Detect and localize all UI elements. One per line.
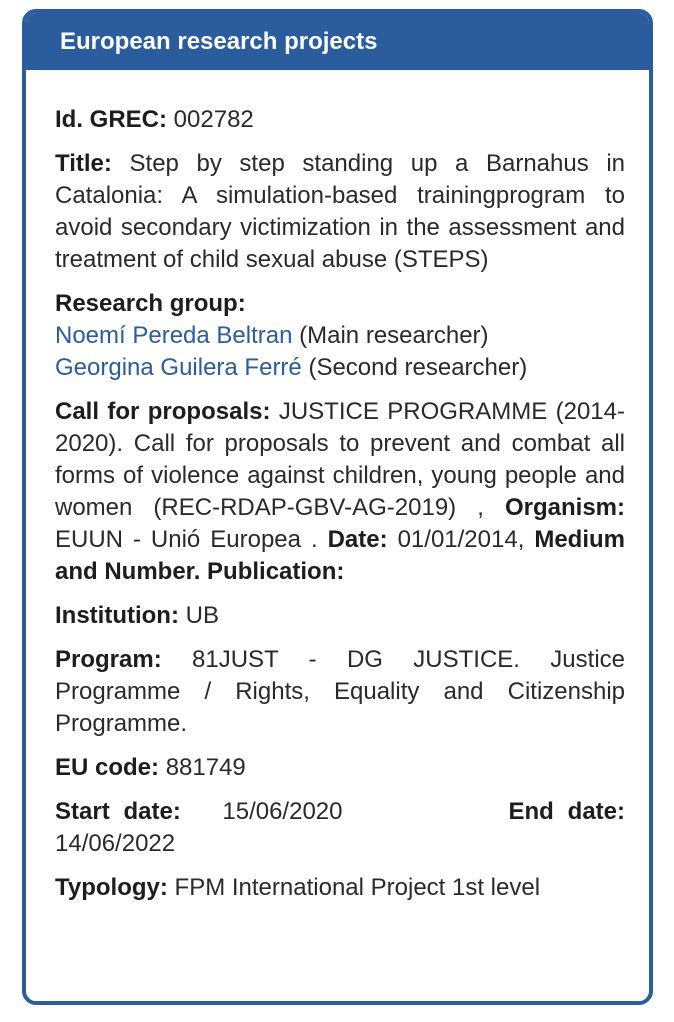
research-group-member	[55, 320, 625, 352]
typology-field	[55, 872, 625, 904]
start-date-value: 15/06/2020	[222, 798, 343, 825]
start-date-label: Start date:	[55, 798, 181, 825]
id-grec-value: 002782	[173, 106, 254, 133]
eu-code-field	[55, 752, 625, 784]
organism-label: Organism:	[504, 494, 626, 521]
eu-code-value: 881749	[165, 754, 246, 781]
organism-value: EUUN - Unió Europea .	[55, 526, 318, 553]
researcher-role: (Main researcher)	[299, 322, 489, 349]
id-grec-field	[55, 104, 625, 136]
researcher-link-main[interactable]: Noemí Pereda Beltran	[55, 322, 293, 349]
research-group-label: Research group:	[55, 290, 246, 317]
call-value: JUSTICE PROGRAMME (2014-2020). Call for proposals to prevent and combat all forms of violence against children, young people and women (REC-RDAP-GBV-AG-2019) ,	[55, 398, 625, 521]
researcher-role: (Second researcher)	[308, 354, 528, 381]
call-label: Call for proposals:	[55, 398, 271, 425]
typology-label: Typology:	[55, 874, 168, 901]
card-header	[26, 13, 649, 70]
end-date-value: 14/06/2022	[55, 830, 176, 857]
typology-value: FPM International Project 1st level	[174, 874, 541, 901]
program-label: Program:	[55, 646, 162, 673]
title-field	[55, 148, 625, 276]
research-group-member	[55, 352, 625, 384]
eu-code-label: EU code:	[55, 754, 160, 781]
title-value: Step by step standing up a Barnahus in Catalonia: A simulation-based trainingprogram to avoid secondary victimization in the assessment and treatment of child sexual abuse (STEPS)	[55, 150, 625, 273]
id-grec-label: Id. GREC:	[55, 106, 167, 133]
title-label: Title:	[55, 150, 112, 177]
call-field	[55, 396, 625, 588]
project-card	[22, 9, 653, 1005]
institution-value: UB	[185, 602, 219, 629]
researcher-link-second[interactable]: Georgina Guilera Ferré	[55, 354, 302, 381]
institution-label: Institution:	[55, 602, 179, 629]
dates-field	[55, 796, 625, 860]
card-title: European research projects	[60, 27, 378, 55]
program-field	[55, 644, 625, 740]
medium-label: Medium and Number. Publication:	[55, 526, 626, 585]
end-date-label: End date:	[508, 798, 626, 825]
date-value: 01/01/2014,	[397, 526, 525, 553]
card-body	[26, 70, 649, 904]
research-group-field	[55, 288, 625, 384]
program-value: 81JUST - DG JUSTICE. Justice Programme / Rights, Equality and Citizenship Programme.	[55, 646, 626, 737]
date-label: Date:	[327, 526, 388, 553]
institution-field	[55, 600, 625, 632]
